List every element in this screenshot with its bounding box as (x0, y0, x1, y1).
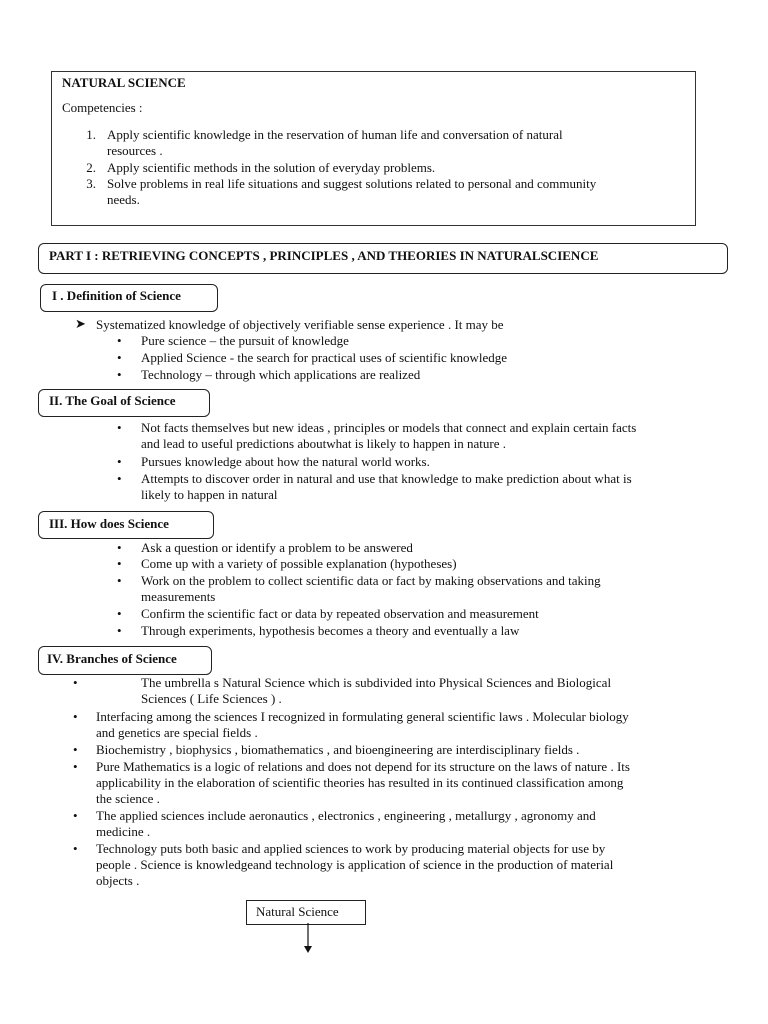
section3-item: Ask a question or identify a problem to be answered (141, 540, 413, 555)
competency-number: 1. (86, 127, 96, 142)
section2-heading: II. The Goal of Science (49, 393, 176, 408)
section2-item-cont: likely to happen in natural (141, 487, 278, 502)
bullet-icon: • (117, 606, 122, 621)
bullet-icon: • (117, 367, 122, 382)
bullet-icon: • (73, 808, 78, 823)
bullet-icon: • (73, 759, 78, 774)
bullet-icon: • (117, 454, 122, 469)
part1-title: PART I : RETRIEVING CONCEPTS , PRINCIPLES , AND THEORIES IN NATURALSCIENCE (49, 248, 599, 263)
down-arrow-icon (300, 923, 316, 955)
competency-text: resources . (107, 143, 163, 158)
section4-item-cont: objects . (96, 873, 140, 888)
section3-item: Through experiments, hypothesis becomes a theory and eventually a law (141, 623, 520, 638)
bullet-icon: • (73, 709, 78, 724)
competencies-label: Competencies : (62, 100, 143, 115)
arrow-bullet-icon: ➤ (75, 316, 86, 331)
section4-item-cont: the science . (96, 791, 160, 806)
competency-number: 3. (86, 176, 96, 191)
section3-item: Confirm the scientific fact or data by repeated observation and measurement (141, 606, 539, 621)
section4-item: Biochemistry , biophysics , biomathematics , and bioengineering are interdisciplinary fields . (96, 742, 580, 757)
bullet-icon: • (117, 471, 122, 486)
section4-item: The umbrella s Natural Science which is subdivided into Physical Sciences and Biological (141, 675, 612, 690)
section3-item-cont: measurements (141, 589, 216, 604)
bullet-icon: • (73, 675, 78, 690)
competency-text: needs. (107, 192, 140, 207)
section3-heading: III. How does Science (49, 516, 169, 531)
bullet-icon: • (117, 333, 122, 348)
section3-item: Come up with a variety of possible explanation (hypotheses) (141, 556, 457, 571)
competency-number: 2. (86, 160, 96, 175)
section1-item: Pure science – the pursuit of knowledge (141, 333, 349, 348)
section2-item-cont: and lead to useful predictions aboutwhat is likely to happen in nature . (141, 436, 506, 451)
competency-text: Apply scientific knowledge in the reservation of human life and conversation of natural (107, 127, 563, 142)
section2-item: Attempts to discover order in natural and use that knowledge to make prediction about what is (141, 471, 632, 486)
bullet-icon: • (117, 420, 122, 435)
section2-item: Not facts themselves but new ideas , principles or models that connect and explain certain facts (141, 420, 637, 435)
section4-item-cont: people . Science is knowledgeand technology is application of science in the production of material (96, 857, 614, 872)
section2-item: Pursues knowledge about how the natural world works. (141, 454, 430, 469)
bullet-icon: • (73, 841, 78, 856)
doc-title: NATURAL SCIENCE (62, 75, 186, 90)
section4-item: The applied sciences include aeronautics , electronics , engineering , metallurgy , agronomy and (96, 808, 596, 823)
section4-item: Technology puts both basic and applied sciences to work by producing material objects for use by (96, 841, 606, 856)
diagram-label: Natural Science (256, 904, 339, 919)
section1-item: Applied Science - the search for practical uses of scientific knowledge (141, 350, 508, 365)
section4-heading: IV. Branches of Science (47, 651, 177, 666)
bullet-icon: • (73, 742, 78, 757)
bullet-icon: • (117, 556, 122, 571)
section3-item: Work on the problem to collect scientific data or fact by making observations and taking (141, 573, 601, 588)
section1-heading: I . Definition of Science (52, 288, 181, 303)
section4-item-cont: and genetics are special fields . (96, 725, 258, 740)
competency-text: Solve problems in real life situations and suggest solutions related to personal and community (107, 176, 597, 191)
section4-item: Interfacing among the sciences I recognized in formulating general scientific laws . Molecular biology (96, 709, 629, 724)
section1-arrow-item: Systematized knowledge of objectively verifiable sense experience . It may be (96, 317, 504, 332)
bullet-icon: • (117, 623, 122, 638)
section4-item-cont: Sciences ( Life Sciences ) . (141, 691, 282, 706)
section4-item-cont: applicability in the elaboration of scientific theories has resulted in its continued classification among (96, 775, 624, 790)
competency-text: Apply scientific methods in the solution of everyday problems. (107, 160, 436, 175)
section4-item-cont: medicine . (96, 824, 151, 839)
bullet-icon: • (117, 540, 122, 555)
bullet-icon: • (117, 350, 122, 365)
section1-item: Technology – through which applications are realized (141, 367, 421, 382)
bullet-icon: • (117, 573, 122, 588)
section4-item: Pure Mathematics is a logic of relations and does not depend for its structure on the laws of nature . Its (96, 759, 630, 774)
